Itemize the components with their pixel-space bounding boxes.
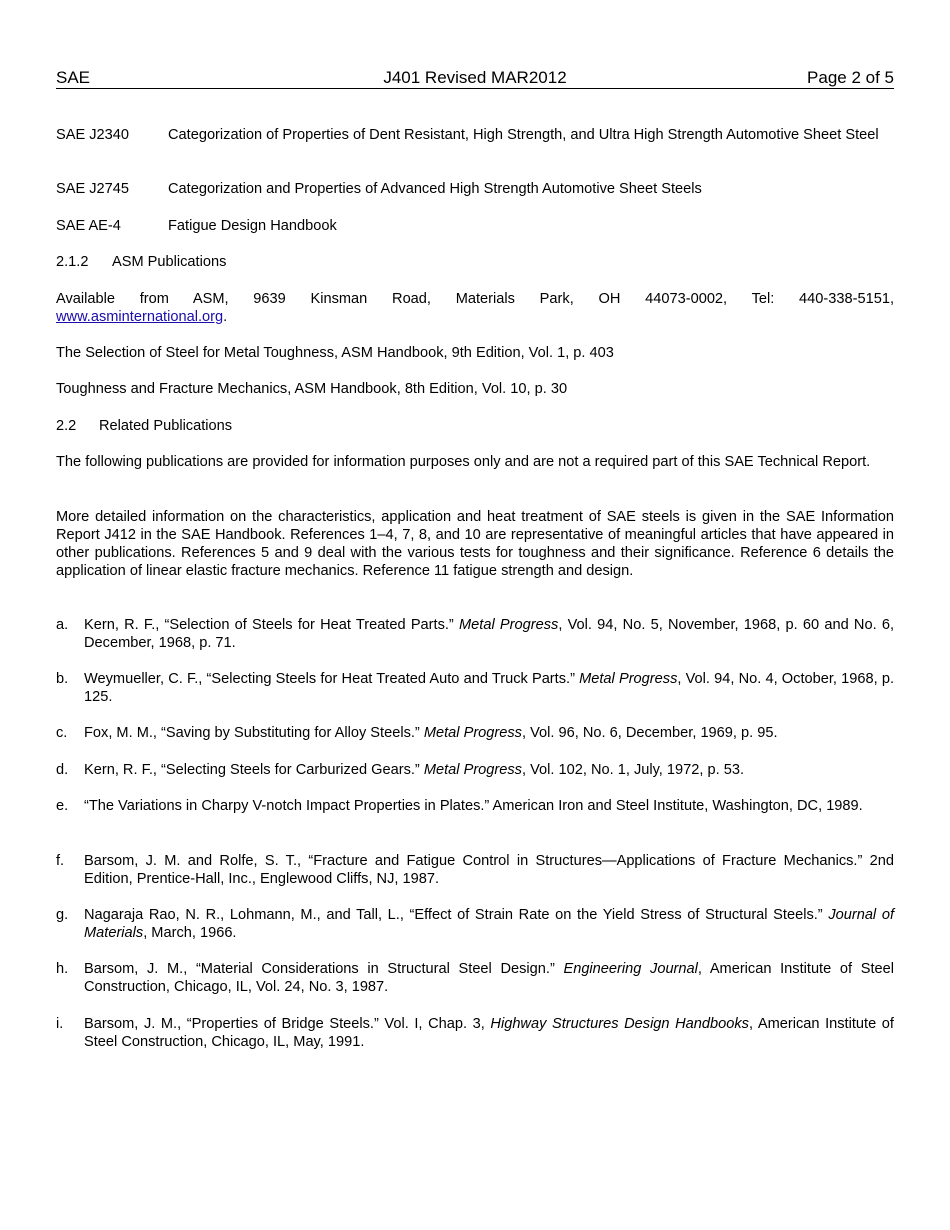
reference-text xyxy=(84,797,894,815)
section-heading-asm xyxy=(56,253,226,271)
reference-text xyxy=(84,724,894,742)
ref-pre: Nagaraja Rao, N. R., Lohmann, M., and Tall, L., “Effect of Strain Rate on the Yield Stress of Structural Steels.” xyxy=(84,907,829,923)
section-heading-related xyxy=(56,417,232,435)
ref-post: , Vol. 96, No. 6, December, 1969, p. 95. xyxy=(521,725,778,741)
ref-pre: Kern, R. F., “Selecting Steels for Carburized Gears.” xyxy=(84,762,424,778)
ref-journal: Engineering Journal xyxy=(563,961,698,977)
section-title: Related Publications xyxy=(99,418,233,434)
ref-journal: Metal Progress xyxy=(423,725,522,741)
sae-ref-j2340 xyxy=(56,126,894,162)
reference-label: b. xyxy=(56,671,69,687)
ref-post: , Vol. 102, No. 1, July, 1972, p. 53. xyxy=(521,762,745,778)
reference-text xyxy=(84,960,894,996)
ref-pre: Kern, R. F., “Selection of Steels for Heat Treated Parts.” xyxy=(84,617,460,633)
reference-label: d. xyxy=(56,762,69,778)
ref-pre: Fox, M. M., “Saving by Substituting for Alloy Steels.” xyxy=(84,725,424,741)
ref-code: SAE J2340 xyxy=(56,127,130,143)
ref-post: , March, 1966. xyxy=(143,925,237,941)
ref-post: , Vol. 94, No. 4, October, 1968, p. 125. xyxy=(84,671,894,705)
reference-text xyxy=(84,616,894,652)
ref-title: Categorization of Properties of Dent Resistant, High Strength, and Ultra High Strength Automotive Sheet Steel xyxy=(168,127,879,143)
asm-availability-text: Available from ASM, 9639 Kinsman Road, Materials Park, OH 44073-0002, Tel: 440-338-5151, xyxy=(56,291,894,307)
ref-journal: Metal Progress xyxy=(579,671,678,687)
ref-title: Fatigue Design Handbook xyxy=(168,218,337,234)
page-header xyxy=(56,68,894,89)
sae-ref-ae4 xyxy=(56,217,894,235)
ref-pre: Barsom, J. M., “Material Considerations in Structural Steel Design.” xyxy=(84,961,564,977)
section-title: ASM Publications xyxy=(112,254,227,270)
ref-code: SAE J2745 xyxy=(56,181,130,197)
reference-text xyxy=(84,1015,894,1051)
reference-label: f. xyxy=(56,853,65,869)
header-org: SAE xyxy=(56,68,91,87)
ref-pre: “The Variations in Charpy V-notch Impact Properties in Plates.” American Iron and Steel Institute, Washington, DC, 1989. xyxy=(84,798,863,814)
reference-label: i. xyxy=(56,1016,64,1032)
asm-website-link[interactable]: www.asminternational.org xyxy=(56,309,224,325)
related-paragraph-2: More detailed information on the characteristics, application and heat treatment of SAE steels is given in the SAE Information Report J412 in the SAE Handbook. References 1–4, 7, 8, and 10 are representative of meaningful articles that have appeared in other publications. References 5 and 9 deal with the various tests for toughness and their significance. Reference 6 details the application of linear elastic fracture mechanics. Reference 11 fatigue strength and design. xyxy=(56,509,894,579)
link-suffix: . xyxy=(223,309,228,325)
reference-label: g. xyxy=(56,907,69,923)
asm-publication-2: Toughness and Fracture Mechanics, ASM Handbook, 8th Edition, Vol. 10, p. 30 xyxy=(56,381,568,397)
section-number: 2.2 xyxy=(56,418,77,434)
reference-label: c. xyxy=(56,725,68,741)
reference-text xyxy=(84,670,894,706)
asm-availability xyxy=(56,290,894,326)
reference-text xyxy=(84,761,894,779)
asm-publication-1: The Selection of Steel for Metal Toughness, ASM Handbook, 9th Edition, Vol. 1, p. 403 xyxy=(56,345,614,361)
header-doc-id: J401 Revised MAR2012 xyxy=(383,68,567,87)
ref-pre: Barsom, J. M. and Rolfe, S. T., “Fracture and Fatigue Control in Structures—Applications of Fracture Mechanics.” 2nd Edition, Prentice-Hall, Inc., Englewood Cliffs, NJ, 1987. xyxy=(84,853,894,887)
reference-label: h. xyxy=(56,961,69,977)
ref-pre: Weymueller, C. F., “Selecting Steels for Heat Treated Auto and Truck Parts.” xyxy=(84,671,580,687)
section-number: 2.1.2 xyxy=(56,254,89,270)
reference-text xyxy=(84,852,894,888)
ref-journal: Journal of Materials xyxy=(84,907,894,941)
ref-journal: Metal Progress xyxy=(459,617,559,633)
ref-journal: Highway Structures Design Handbooks xyxy=(490,1016,749,1032)
reference-label: a. xyxy=(56,617,69,633)
ref-code: SAE AE-4 xyxy=(56,218,121,234)
ref-post: , Vol. 94, No. 5, November, 1968, p. 60 and No. 6, December, 1968, p. 71. xyxy=(84,617,895,651)
ref-journal: Metal Progress xyxy=(423,762,522,778)
related-paragraph-1: The following publications are provided for information purposes only and are not a required part of this SAE Technical Report. xyxy=(56,454,871,470)
ref-post: , American Institute of Steel Construction, Chicago, IL, May, 1991. xyxy=(84,1016,894,1050)
reference-label: e. xyxy=(56,798,69,814)
reference-text xyxy=(84,906,894,942)
header-page-number: Page 2 of 5 xyxy=(807,68,894,87)
sae-ref-j2745 xyxy=(56,180,894,198)
ref-post: , American Institute of Steel Construction, Chicago, IL, Vol. 24, No. 3, 1987. xyxy=(84,961,894,995)
ref-pre: Barsom, J. M., “Properties of Bridge Steels.” Vol. I, Chap. 3, xyxy=(84,1016,491,1032)
ref-title: Categorization and Properties of Advanced High Strength Automotive Sheet Steels xyxy=(168,181,702,197)
